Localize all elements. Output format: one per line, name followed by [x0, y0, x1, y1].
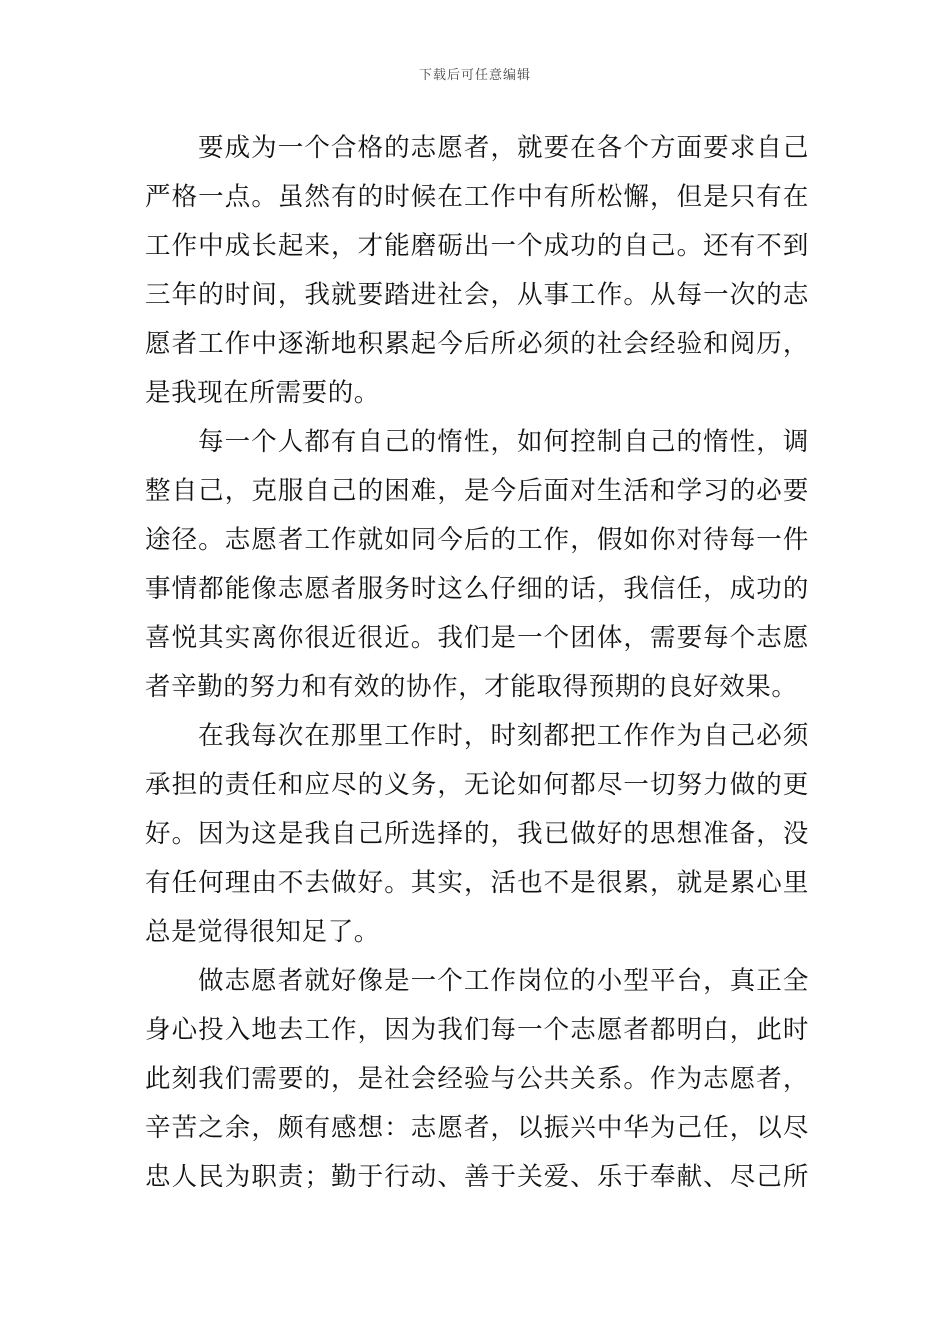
text-line: 好。因为这是我自己所选择的，我已做好的思想准备，没: [145, 819, 809, 849]
text-line: 事情都能像志愿者服务时这么仔细的话，我信任，成功的: [145, 574, 809, 604]
text-line: 工作中成长起来，才能磨砺出一个成功的自己。还有不到: [145, 231, 809, 261]
text-line: 途径。志愿者工作就如同今后的工作，假如你对待每一件: [145, 525, 809, 555]
text-line: 三年的时间，我就要踏进社会，从事工作。从每一次的志: [145, 280, 809, 310]
text-line: 每一个人都有自己的惰性，如何控制自己的惰性，调: [198, 427, 809, 457]
text-line: 总是觉得很知足了。: [145, 917, 380, 947]
text-line: 此刻我们需要的，是社会经验与公共关系。作为志愿者，: [145, 1064, 809, 1094]
text-line: 愿者工作中逐渐地积累起今后所必须的社会经验和阅历，: [145, 329, 809, 359]
text-line: 严格一点。虽然有的时候在工作中有所松懈，但是只有在: [145, 182, 809, 212]
text-line: 整自己，克服自己的困难，是今后面对生活和学习的必要: [145, 476, 809, 506]
text-line: 做志愿者就好像是一个工作岗位的小型平台，真正全: [198, 966, 809, 996]
text-line: 身心投入地去工作，因为我们每一个志愿者都明白，此时: [145, 1015, 809, 1045]
text-line: 忠人民为职责；勤于行动、善于关爱、乐于奉献、尽己所: [145, 1162, 809, 1192]
body-text: [145, 124, 809, 1202]
text-line: 辛苦之余，颇有感想：志愿者，以振兴中华为己任，以尽: [145, 1113, 809, 1143]
text-line: 喜悦其实离你很近很近。我们是一个团体，需要每个志愿: [145, 623, 809, 653]
text-line: 在我每次在那里工作时，时刻都把工作作为自己必须: [198, 721, 809, 751]
text-line: 是我现在所需要的。: [145, 378, 380, 408]
text-line: 承担的责任和应尽的义务，无论如何都尽一切努力做的更: [145, 770, 809, 800]
header-note: 下载后可任意编辑: [418, 68, 531, 83]
text-line: 要成为一个合格的志愿者，就要在各个方面要求自己: [198, 133, 809, 163]
text-line: 者辛勤的努力和有效的协作，才能取得预期的良好效果。: [145, 672, 798, 702]
text-line: 有任何理由不去做好。其实，活也不是很累，就是累心里: [145, 868, 809, 898]
